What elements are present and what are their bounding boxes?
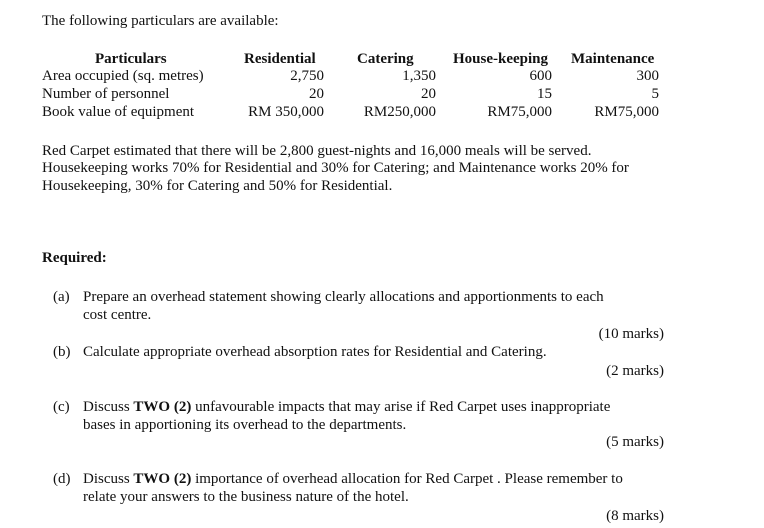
question-b-marks: (2 marks): [606, 363, 664, 379]
header-housekeeping: House-keeping: [453, 51, 549, 67]
question-d-marks: (8 marks): [606, 508, 664, 524]
question-d-pre: Discuss: [83, 471, 134, 487]
paragraph-line-1: Red Carpet estimated that there will be 2,800 guest-nights and 16,000 meals will be served.: [42, 143, 592, 159]
cell-area-catering: 1,350: [402, 68, 436, 84]
cell-equipment-maintenance: RM75,000: [594, 104, 659, 120]
cell-personnel-housekeeping: 15: [537, 86, 552, 102]
header-maintenance: Maintenance: [571, 51, 655, 67]
question-a-label: (a): [53, 289, 70, 305]
question-b-label: (b): [53, 344, 71, 360]
question-a-line-2: cost centre.: [83, 307, 152, 323]
row-label-area: Area occupied (sq. metres): [42, 68, 204, 84]
header-residential: Residential: [244, 51, 316, 67]
question-d-line-2: relate your answers to the business nature of the hotel.: [83, 489, 409, 505]
question-c-marks: (5 marks): [606, 434, 664, 450]
question-c-label: (c): [53, 399, 70, 415]
intro-text: The following particulars are available:: [42, 13, 279, 29]
question-c-pre: Discuss: [83, 399, 134, 415]
header-particulars: Particulars: [95, 51, 167, 67]
cell-personnel-residential: 20: [309, 86, 324, 102]
cell-personnel-maintenance: 5: [651, 86, 659, 102]
question-b-line-1: Calculate appropriate overhead absorption rates for Residential and Catering.: [83, 344, 547, 360]
cell-area-maintenance: 300: [636, 68, 659, 84]
required-heading: Required:: [42, 250, 107, 266]
question-a-line-1: Prepare an overhead statement showing clearly allocations and apportionments to each: [83, 289, 604, 305]
question-d-bold: TWO (2): [133, 471, 192, 487]
question-c-line-2: bases in apportioning its overhead to the departments.: [83, 417, 407, 433]
cell-area-residential: 2,750: [290, 68, 324, 84]
cell-equipment-catering: RM250,000: [363, 104, 436, 120]
cell-area-housekeeping: 600: [529, 68, 552, 84]
header-catering: Catering: [357, 51, 414, 67]
question-c-line-1: [83, 399, 610, 416]
cell-equipment-housekeeping: RM75,000: [487, 104, 552, 120]
question-d-line-1: [83, 471, 623, 488]
paragraph-line-3: Housekeeping, 30% for Catering and 50% for Residential.: [42, 178, 393, 194]
question-a-marks: (10 marks): [598, 326, 664, 342]
cell-personnel-catering: 20: [421, 86, 436, 102]
question-d-post: importance of overhead allocation for Red Carpet . Please remember to: [191, 471, 623, 487]
row-label-equipment: Book value of equipment: [42, 104, 195, 120]
question-c-bold: TWO (2): [133, 399, 192, 415]
question-d-label: (d): [53, 471, 71, 487]
question-c-post: unfavourable impacts that may arise if Red Carpet uses inappropriate: [191, 399, 611, 415]
paragraph-line-2: Housekeeping works 70% for Residential and 30% for Catering; and Maintenance works 20% for: [42, 160, 629, 176]
row-label-personnel: Number of personnel: [42, 86, 170, 102]
cell-equipment-residential: RM 350,000: [248, 104, 324, 120]
